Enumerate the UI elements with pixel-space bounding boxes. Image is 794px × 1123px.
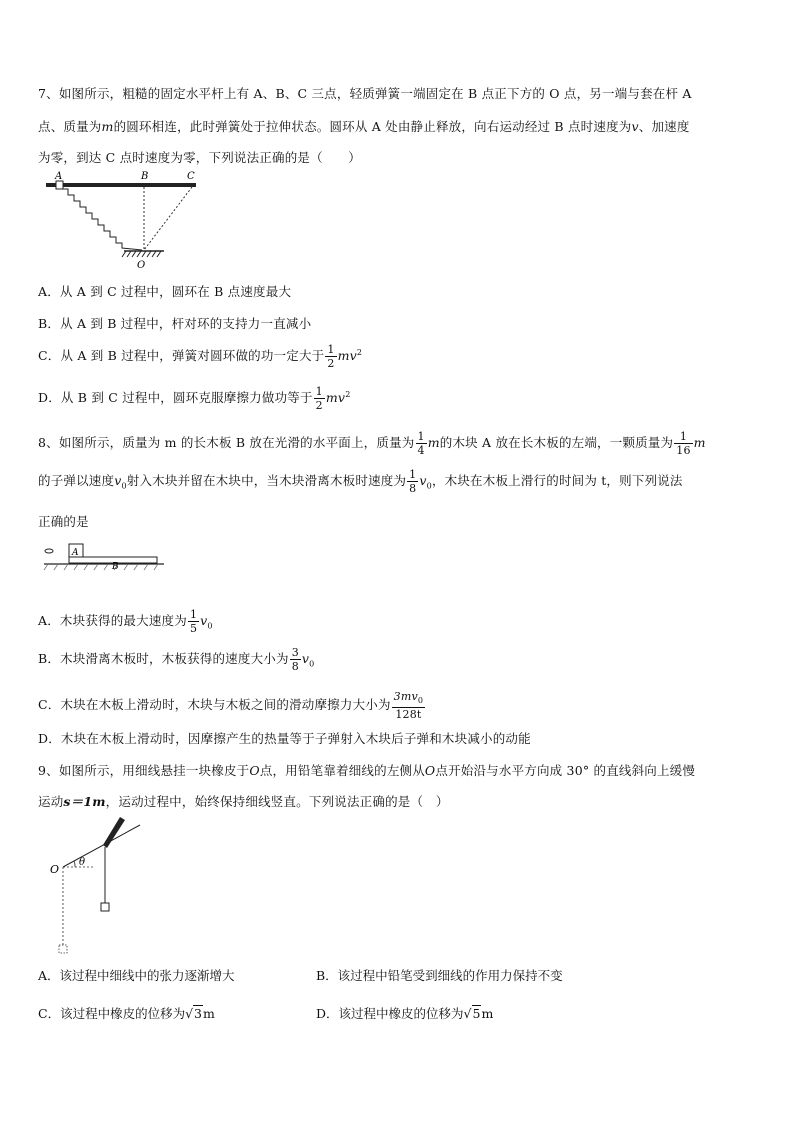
q8-line1: 8、如图所示，质量为 m 的长木板 B 放在光滑的水平面上，质量为 $\frac{1}{4}$ m的木块 A 放在长木板的左端，一颗质量为 $\frac{1}{16}$ m (38, 430, 706, 457)
q7-option-d-text: D．从 B 到 C 过程中，圆环克服摩擦力做功等于 (38, 390, 313, 405)
q7-line2 (38, 117, 690, 135)
q8-option-c-fraction: $\frac{3mv_0}{128t}$ (393, 690, 424, 722)
q7-figure (40, 168, 210, 273)
q7-hatch (122, 251, 161, 257)
q7-velocity-v: v (631, 119, 639, 134)
q7-label-a: A (55, 171, 63, 182)
q7-line3: 为零，到达 C 点时速度为零，下列说法正确的是（ ） (38, 150, 361, 165)
q9-incline (63, 825, 140, 867)
q8-line3: 正确的是 (38, 514, 89, 529)
q7-line2-end: 、加速度 (638, 119, 690, 134)
q9-line2: 运动s＝1m，运动过程中，始终保持细线竖直。下列说法正确的是（ ） (38, 794, 449, 809)
q9-eraser-initial (59, 945, 67, 953)
q7-line1: 7、如图所示，粗糙的固定水平杆上有 A、B、C 三点，轻质弹簧一端固定在 B 点正下方的 O 点，另一端与套在杆 A (38, 86, 692, 101)
q9-option-d: D．该过程中橡皮的位移为√5m (316, 1006, 494, 1021)
q9-option-a: A．该过程中细线中的张力逐渐增大 (38, 968, 235, 983)
q9-eraser (101, 903, 109, 911)
q7-mass-m: m (101, 119, 114, 134)
q8-frac-quarter: $\frac{1}{4}$ (417, 430, 425, 457)
q7-option-b: B．从 A 到 B 过程中，杆对环的支持力一直减小 (38, 316, 312, 331)
q8-option-d: D．木块在木板上滑动时，因摩擦产生的热量等于子弹射入木块后子弹和木块减小的动能 (38, 731, 531, 746)
q8-label-a: A (72, 548, 79, 558)
q9-option-b: B．该过程中铅笔受到细线的作用力保持不变 (316, 968, 563, 983)
q8-bullet (45, 549, 53, 553)
q7-option-a: A．从 A 到 C 过程中，圆环在 B 点速度最大 (38, 284, 292, 299)
q7-label-c: C (187, 171, 195, 182)
q8-frac-eighth: $\frac{1}{8}$ (409, 468, 417, 495)
q7-ring (56, 181, 63, 189)
q8-figure (40, 540, 170, 580)
q7-option-c-fraction: $\frac{1}{2}$ (327, 343, 335, 370)
q7-line2-post: 的圆环相连，此时弹簧处于拉伸状态。圆环从 A 处由静止释放，向右运动经过 B 点时速度为 (113, 119, 632, 134)
q7-option-d-fraction: $\frac{1}{2}$ (315, 385, 323, 412)
q8-ground-hatch (44, 564, 158, 570)
q7-line2-pre: 点、质量为 (38, 119, 102, 134)
q8-line2: 的子弹以速度$v_0$射入木块并留在木块中，当木块滑离木板时速度为 $\frac{1}{8}$ $v_0$，木块在木板上滑行的时间为 t，则下列说法 (38, 468, 683, 495)
q9-figure (45, 815, 155, 960)
q8-option-b: B．木块滑离木板时，木板获得的速度大小为 $\frac{3}{8}$ $v_0$ (38, 646, 315, 673)
q9-label-theta: θ (79, 857, 86, 868)
q9-label-o: O (50, 863, 60, 876)
q7-label-o: O (137, 260, 146, 271)
q9-angle-arc (74, 861, 75, 867)
q7-dash-co (144, 187, 192, 250)
q7-label-b: B (141, 171, 149, 182)
q7-option-c: C．从 A 到 B 过程中，弹簧对圆环做的功一定大于 $\frac{1}{2}$ $mv^2$ (38, 343, 363, 370)
q9-pencil (103, 817, 125, 848)
q8-label-b: B (112, 562, 119, 572)
q9-line1: 9、如图所示，用细线悬挂一块橡皮于O点，用铅笔靠着细线的左侧从O点开始沿与水平方向成 30° 的直线斜向上缓慢 (38, 763, 696, 778)
q7-option-c-text: C．从 A 到 B 过程中，弹簧对圆环做的功一定大于 (38, 348, 325, 363)
q9-option-c: C．该过程中橡皮的位移为√3m (38, 1006, 215, 1021)
q7-spring (62, 189, 142, 250)
q8-frac-sixteenth: $\frac{1}{16}$ (676, 430, 691, 457)
q8-option-c: C．木块在木板上滑动时，木块与木板之间的滑动摩擦力大小为 $\frac{3mv_0}{128t}$ (38, 690, 424, 722)
q7-option-d: D．从 B 到 C 过程中，圆环克服摩擦力做功等于 $\frac{1}{2}$ $mv^2$ (38, 385, 351, 412)
q7-rod (46, 183, 196, 187)
q8-option-a: A．木块获得的最大速度为 $\frac{1}{5}$ $v_0$ (38, 608, 213, 635)
